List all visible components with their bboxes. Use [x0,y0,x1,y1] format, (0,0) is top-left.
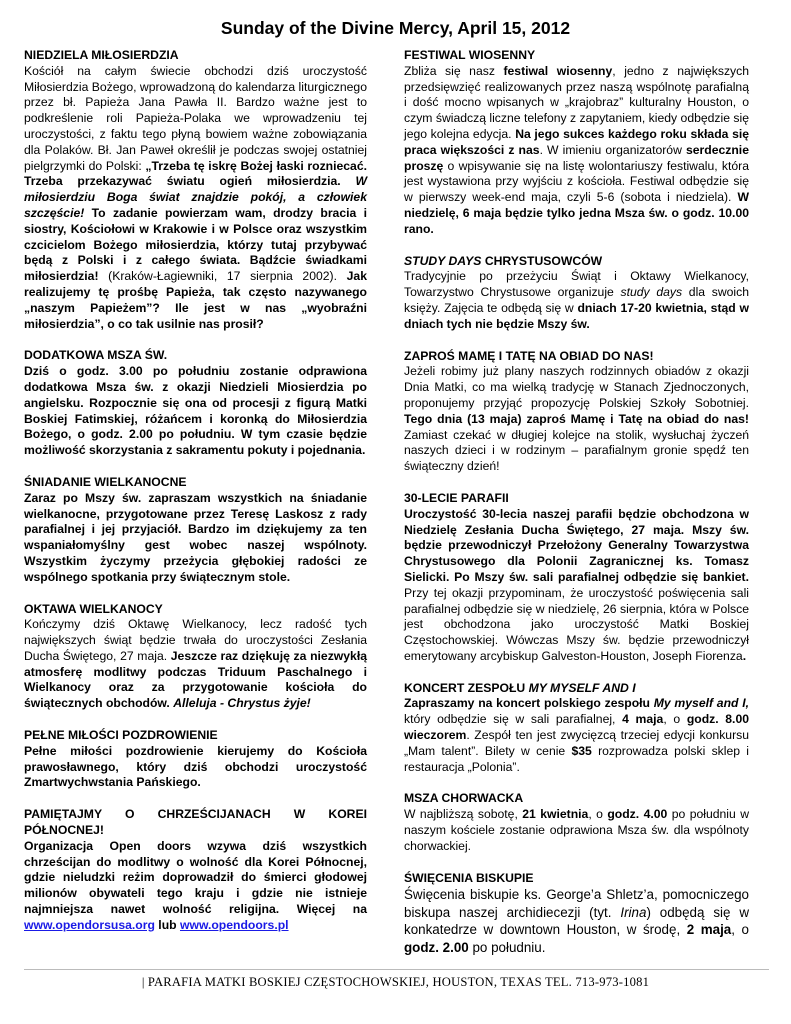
section-sniadanie [24,475,367,586]
heading-text: CHRYSTUSOWCÓW [481,253,603,268]
section-oktawa [24,602,367,713]
body-bold-italic: Alleluja - Chrystus żyje! [173,696,311,711]
body-bold: festiwal wiosenny [503,63,613,78]
body-text: , o [731,922,749,938]
body-bold: Tego dnia (13 maja) zaproś Mamę i Tatę na obiad do nas! [404,411,749,426]
section-body: Zaraz po Mszy św. zapraszam wszystkich na śniadanie wielkanocne, przygotowane przez Teresę Laskosz z rady parafialnej i jej przyjaciół. Bardzo im dziękujemy za ten wspaniałomyślny gest wobec naszej wspólnoty. Wszystkim życzymy przeżycia głębokiej radości ze wspólnego spotkania przy świątecznym stole. [24,490,367,584]
body-text: po południu. [468,939,546,955]
section-swiecenia [404,871,749,957]
section-body [404,886,749,956]
body-text: Święcenia biskupie ks. George’a Shletz’a, pomocniczego biskupa naszej archidiecezji (tyt. [404,887,749,920]
body-text: Kościół na całym świecie obchodzi dziś uroczystość Miłosierdzia Bożego, wprowadzoną do kalendarza liturgicznego przez bł. Papieża Jana Pawła II. Bardzo ważne jest to podkreślenie roli Papieża-Polaka we wprowadzeniu tej uroczystości, z faktu tego płyną bowiem ważne zobowiązania dla Polaków. Bł. Jan Paweł określił je podczas swojej ostatniej pielgrzymki do Polski: [24,63,367,173]
body-text: Jeżeli robimy już plany naszych rodzinnych obiadów z okazji Dnia Matki, co ma wielką tradycję w Stanach Zjednoczonych, proponujemy przyjąć propozycję Polskiej Szkoły Sobotniej. [404,364,749,410]
body-text: . Zespół ten jest zwycięzcą trzeciej edycji konkursu „Mam talent”. Bilety w cenie [404,728,749,758]
section-body: Pełne miłości pozdrowienie kierujemy do Kościoła prawosławnego, który dziś obchodzi uroczystość Zmartwychwstania Pańskiego. [24,743,367,790]
body-italic: Irina [620,904,647,920]
body-text: ) odbędą się w konkatedrze w downtown Houston, w środę, [404,904,749,938]
body-bold: Zapraszamy na koncert polskiego zespołu [404,696,654,711]
heading-italic: MY MYSELF AND I [528,680,636,695]
section-heading: ZAPROŚ MAMĘ I TATĘ NA OBIAD DO NAS! [404,348,654,363]
body-bold: lub [154,917,180,932]
section-niedziela [24,48,367,332]
section-body [404,807,749,854]
section-body [24,64,367,333]
section-koncert [404,681,749,776]
body-bold: $35 [571,743,592,758]
section-msza-chorwacka [404,791,749,854]
section-pelne [24,728,367,791]
body-text: , o [663,712,687,727]
section-zapros [404,349,749,475]
section-heading: PAMIĘTAJMY O CHRZEŚCIJANACH W KOREI PÓŁNOCNEJ! [24,807,367,838]
section-body [404,507,749,665]
body-text: Kończymy dziś Oktawę Wielkanocy, lecz radość tych największych świąt będzie trwała do uroczystości Zesłania Ducha Świętego, 27 maja. [24,617,367,663]
section-heading: NIEDZIELA MIŁOSIERDZIA [24,48,179,62]
section-heading [404,254,749,270]
body-bold-italic: My myself and I, [653,696,749,711]
body-bold-italic: W miłosierdziu Boga świat znajdzie pokój, a człowiek szczęście! [24,174,367,220]
body-bold: Uroczystość 30-lecia naszej parafii będzie obchodzona w Niedzielę Zesłania Ducha Świętego, 27 maja. Mszy św. będzie przewodniczył Przełożony Generalny Towarzystwa Chrystusowego dla Polonii Zagranicznej ks. Tomasz Sielicki. Po Mszy św. sali parafialnej odbędzie się bankiet. [404,506,749,584]
section-heading: OKTAWA WIELKANOCY [24,601,163,616]
section-festiwal [404,48,749,238]
body-bold: Organizacja Open doors wzywa dziś wszystkich chrześcijan do modlitwy o wolność dla Korei Północnej, gdzie nieludzki reżim doprowadził do śmierci głodowej milionów obywateli tego kraju i gdzie nie istnieje najmniejsza nawet wolność religijna. Więcej na [24,838,367,917]
body-text: , jedno z największych przedsięwzięć realizowanych przez naszą wspólnotę parafialną i dość mocno wpisanych w „krajobraz” kulturalny Houston, o czym świadczą liczne telefony z zapytaniem, kiedy odbędzie się jego kolejna edycja. [404,63,749,141]
body-text: który odbędzie się w sali parafialnej, [404,712,623,727]
body-text: W najbliższą sobotę, [404,807,523,822]
section-heading: ŚWIĘCENIA BISKUPIE [404,870,534,885]
section-korea [24,807,367,933]
opendoors-pl-link[interactable]: www.opendoors.pl [179,917,289,932]
body-text: Zbliża się nasz [404,63,504,78]
section-body [404,64,749,238]
body-bold: To zadanie powierzam wam, drodzy bracia i siostry, Kościołowi w Krakowie i w Polsce oraz wszystkim czcicielom Bożego miłosierdzia, którzy tutaj przybywać będą z Polski i z całego świata. Bądźcie świadkami miłosierdzia! [24,205,367,284]
body-text: o wpisywanie się na listę wolontariuszy festiwalu, która jest wystawiona przy wyjściu z kościoła. Festiwal odbędzie się w pierwszy week-end maja, czyli 5-6 (sobota i niedziela). [404,158,749,205]
section-heading: DODATKOWA MSZA ŚW. [24,348,168,363]
page-footer: | PARAFIA MATKI BOSKIEJ CZĘSTOCHOWSKIEJ, HOUSTON, TEXAS TEL. 713-973-1081 [141,975,650,989]
body-bold: W niedzielę, 6 maja będzie tylko jedna Msza św. o godz. 10.00 rano. [404,190,749,236]
section-heading [404,681,749,697]
section-30-lecie [404,491,749,665]
body-bold: 21 kwietnia [522,807,589,822]
body-text: , o [588,807,608,822]
left-column [24,48,367,934]
section-heading: PEŁNE MIŁOŚCI POZDROWIENIE [24,728,218,743]
body-bold: Jak realizujemy tę prośbę Papieża, tak często nazywanego „naszym Papieżem”? Ile jest w nas „wyobraźni miłosierdzia”, o co tak usilnie nas prosił? [24,269,367,331]
section-body [404,269,749,332]
section-study-days [404,254,749,333]
heading-text: KONCERT ZESPOŁU [404,680,529,695]
body-text: po południu w naszym kościele zostanie odprawiona Msza św. dla wspólnoty chorwackiej. [404,807,749,853]
body-text: Tradycyjnie po przeżyciu Świąt i Oktawy Wielkanocy, Towarzystwo Chrystusowe organizuje [404,269,749,300]
body-text: . W imieniu organizatorów [539,142,686,157]
body-bold: . [742,648,747,663]
section-heading: FESTIWAL WIOSENNY [404,48,536,62]
body-bold: Jeszcze raz dziękuję za niezwykłą atmosferę modlitwy podczas Triduum Paschalnego i Wielkanocy oraz za przygotowanie kościoła do świątecznych obchodów. [24,648,367,711]
body-text: dla swoich księży. Zajęcia te odbędą się w [404,285,749,315]
body-text: Przy tej okazji przypominam, że uroczystość poświęcenia sali parafialnej odbędzie się w niedzielę, 26 sierpnia, która w Polsce jest obchodzona jako uroczystość Matki Boskiej Częstochowskiej. Wówczas Mszy św. będzie przewodniczył emerytowany arcybiskup Galveston-Houston, Joseph Fiorenza [404,585,749,663]
section-body [404,696,749,775]
body-bold: „Trzeba tę iskrę Bożej łaski rozniecać. Trzeba przekazywać światu ogień miłosierdzia. [24,158,368,189]
page-title: Sunday of the Divine Mercy, April 15, 2012 [220,18,571,38]
footer-divider [24,969,769,970]
section-body [404,364,749,475]
section-body: Dziś o godz. 3.00 po południu zostanie odprawiona dodatkowa Msza św. z okazji Niedzieli Miosierdzia po angielsku. Rozpocznie się ona od procesji z figurą Matki Boskiej Fatimskiej, różańcem i koronką do Miłosierdzia Bożego, o godz. 2.00 po południu. W tym czasie będzie możliwość skorzystania z sakramentu pokuty i pojednania. [24,364,367,458]
heading-italic: STUDY DAYS [404,253,482,268]
section-heading: MSZA CHORWACKA [404,791,524,806]
section-body [24,839,367,934]
section-heading: 30-LECIE PARAFII [404,490,509,505]
body-text: (Kraków-Łagiewniki, 17 sierpnia 2002). [98,269,347,284]
body-bold: 2 maja [686,922,732,938]
body-bold: godz. 4.00 [607,807,668,822]
body-bold: godz. 2.00 [404,939,469,955]
opendoorsusa-link[interactable]: www.opendorsusa.org [24,917,155,932]
body-bold: 4 maja [622,712,664,727]
body-bold: Na jego sukces każdego roku składa się praca większości z nas [404,126,750,157]
right-column [404,48,749,956]
section-body [24,617,367,712]
body-italic: study days [620,285,683,300]
section-dodatkowa-msza [24,348,367,459]
body-text: rozprowadza polski sklep i restauracja „Polonia”. [404,743,749,774]
body-bold: dniach 17-20 kwietnia, stąd w dniach tych nie będzie Mszy św. [404,300,749,331]
section-heading: ŚNIADANIE WIELKANOCNE [24,474,187,489]
body-bold: serdecznie proszę [404,142,749,173]
body-text: Zamiast czekać w długiej kolejce na stolik, wysłuchaj życzeń naszych dzieci i w rodzinym – parafialnym gronie spędź ten świąteczny dzień! [404,427,749,474]
body-bold: godz. 8.00 wieczorem [404,712,750,743]
